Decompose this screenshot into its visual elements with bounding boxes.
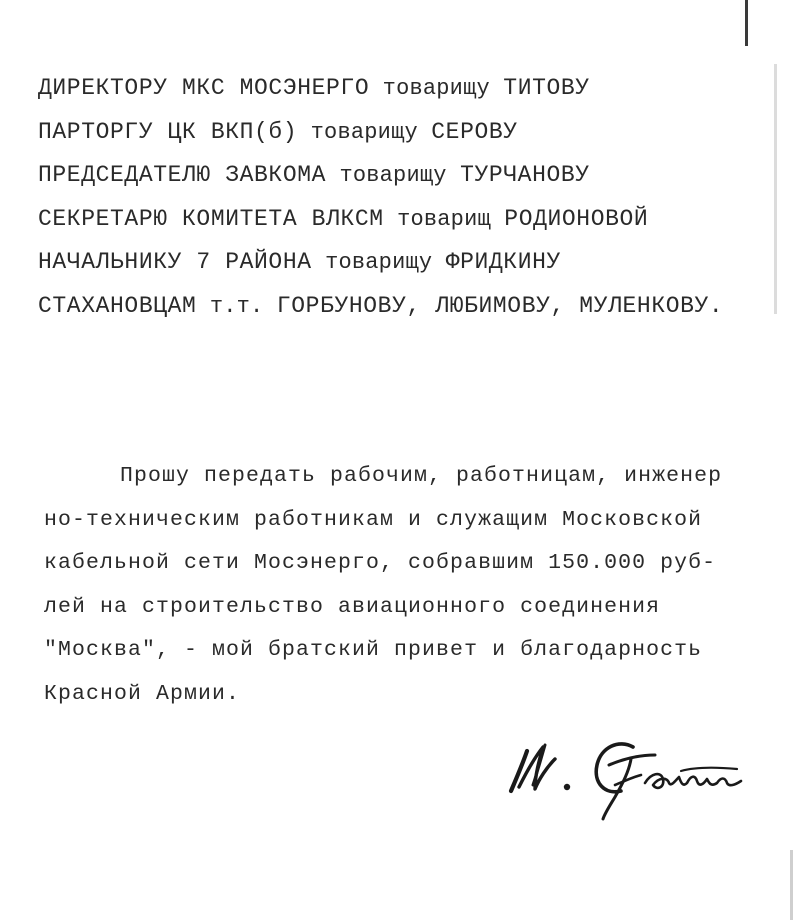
addressee-line (38, 290, 723, 334)
addressee-line (38, 246, 723, 290)
addressee-list (38, 72, 723, 333)
body-line: лей на строительство авиационного соединения (44, 594, 661, 619)
body-line: Прошу передать рабочим, работницам, инженер (120, 464, 723, 488)
signature-drawing (505, 725, 775, 835)
addressee-name: ФРИДКИНУ (445, 249, 561, 275)
addressee-form: т.т. (209, 293, 264, 319)
addressee-title: СТАХАНОВЦАМ (38, 292, 197, 319)
addressee-line (38, 116, 723, 160)
addressee-line (38, 203, 723, 247)
addressee-name: ТУРЧАНОВУ (460, 162, 590, 188)
addressee-form: товарищу (325, 250, 433, 275)
addressee-title: ПРЕДСЕДАТЕЛЮ ЗАВКОМА (38, 162, 327, 188)
addressee-line (38, 159, 723, 203)
addressee-name: РОДИОНОВОЙ (504, 205, 649, 232)
addressee-title: ДИРЕКТОРУ МКС МОСЭНЕРГО (38, 75, 370, 101)
page-edge-shadow-bottom (790, 850, 793, 920)
addressee-line (38, 72, 723, 116)
addressee-name: ТИТОВУ (503, 75, 590, 101)
addressee-title: СЕКРЕТАРЮ КОМИТЕТА ВЛКСМ (38, 205, 384, 232)
letter-body (44, 460, 774, 721)
body-line: но-техническим работникам и служащим Московской (44, 507, 703, 532)
addressee-form: товарищу (382, 76, 490, 101)
addressee-form: товарищ (397, 206, 491, 232)
body-line: "Москва", - мой братский привет и благодарность (44, 638, 703, 662)
addressee-form: товарищу (310, 119, 418, 145)
addressee-form: товарищу (339, 163, 447, 188)
addressee-title: НАЧАЛЬНИКУ 7 РАЙОНА (38, 249, 312, 275)
addressee-name: ГОРБУНОВУ, ЛЮБИМОВУ, МУЛЕНКОВУ. (276, 292, 724, 319)
handwritten-signature (505, 725, 775, 835)
page-edge-mark (745, 0, 748, 46)
addressee-name: СЕРОВУ (431, 118, 518, 145)
body-line: Красной Армии. (44, 681, 241, 706)
addressee-title: ПАРТОРГУ ЦК ВКП(б) (38, 118, 298, 145)
page-edge-shadow (774, 64, 777, 314)
body-line: кабельной сети Мосэнерго, собравшим 150.000 руб- (44, 551, 717, 575)
